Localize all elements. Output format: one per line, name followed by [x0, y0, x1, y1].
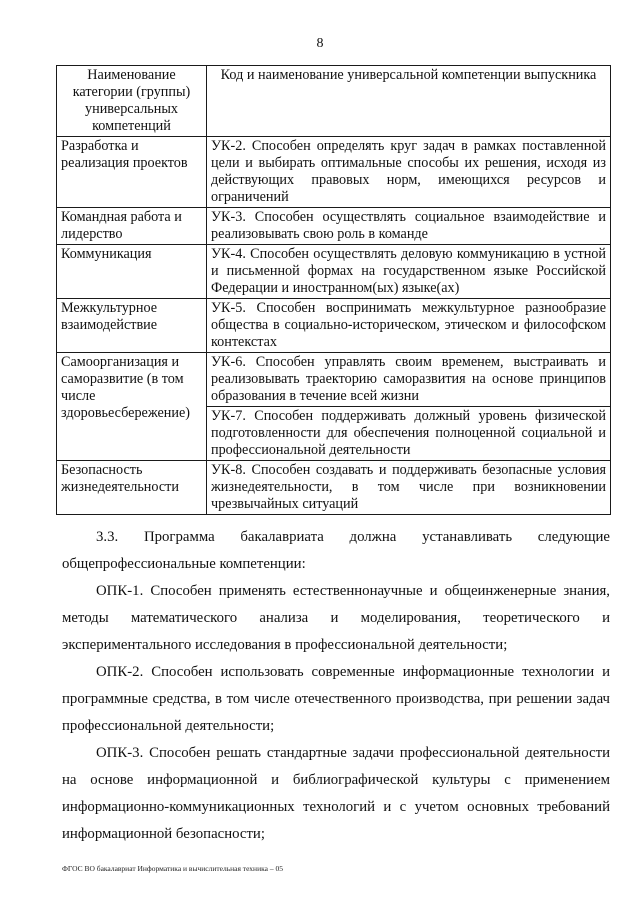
- competencies-table: [56, 65, 611, 515]
- category-cell: Безопасность жизнедеятельности: [57, 461, 207, 515]
- table-header-row: [57, 66, 611, 137]
- competency-cell: УК-4. Способен осуществлять деловую коммуникацию в устной и письменной формах на государственном языке Российской Федерации и иностранном(ых) языке(ах): [207, 245, 611, 299]
- opk-2-paragraph: ОПК-2. Способен использовать современные информационные технологии и программные средства, в том числе отечественного производства, при решении задач профессиональной деятельности;: [62, 664, 610, 734]
- table-row: [57, 208, 611, 245]
- competency-cell: УК-8. Способен создавать и поддерживать безопасные условия жизнедеятельности, в том числе при возникновении чрезвычайных ситуаций: [207, 461, 611, 515]
- header-category: Наименование категории (группы) универсальных компетенций: [57, 66, 207, 137]
- competency-cell: УК-5. Способен воспринимать межкультурное разнообразие общества в социально-историческом, этическом и философском контекстах: [207, 299, 611, 353]
- competency-cell: УК-7. Способен поддерживать должный уровень физической подготовленности для обеспечения полноценной социальной и профессиональной деятельности: [207, 407, 611, 461]
- category-cell: Разработка и реализация проектов: [57, 137, 207, 208]
- section-intro-paragraph: 3.3. Программа бакалавриата должна устанавливать следующие общепрофессиональные компетенции:: [62, 529, 610, 572]
- category-cell: Коммуникация: [57, 245, 207, 299]
- category-cell: Самоорганизация и саморазвитие (в том числе здоровьесбережение): [57, 353, 207, 461]
- table-row: [57, 137, 611, 208]
- category-cell: Командная работа и лидерство: [57, 208, 207, 245]
- body-text: [62, 524, 610, 848]
- competency-cell: УК-6. Способен управлять своим временем, выстраивать и реализовывать траекторию саморазвития на основе принципов образования в течение всей жизни: [207, 353, 611, 407]
- table-row: [57, 245, 611, 299]
- competency-cell: УК-3. Способен осуществлять социальное взаимодействие и реализовывать свою роль в команде: [207, 208, 611, 245]
- page-footer: ФГОС ВО бакалавриат Информатика и вычислительная техника – 05: [62, 864, 283, 873]
- page-number: 8: [316, 36, 324, 51]
- table-row: [57, 353, 611, 407]
- table-row: [57, 299, 611, 353]
- category-cell: Межкультурное взаимодействие: [57, 299, 207, 353]
- table-row: [57, 461, 611, 515]
- competency-cell: УК-2. Способен определять круг задач в рамках поставленной цели и выбирать оптимальные способы их решения, исходя из действующих правовых норм, имеющихся ресурсов и ограничений: [207, 137, 611, 208]
- opk-1-paragraph: ОПК-1. Способен применять естественнонаучные и общеинженерные знания, методы математического анализа и моделирования, теоретического и экспериментального исследования в профессиональной деятельности;: [62, 583, 610, 653]
- opk-3-paragraph: ОПК-3. Способен решать стандартные задачи профессиональной деятельности на основе информационной и библиографической культуры с применением информационно-коммуникационных технологий и с учетом основных требований информационной безопасности;: [62, 745, 610, 842]
- header-code: Код и наименование универсальной компетенции выпускника: [207, 66, 611, 137]
